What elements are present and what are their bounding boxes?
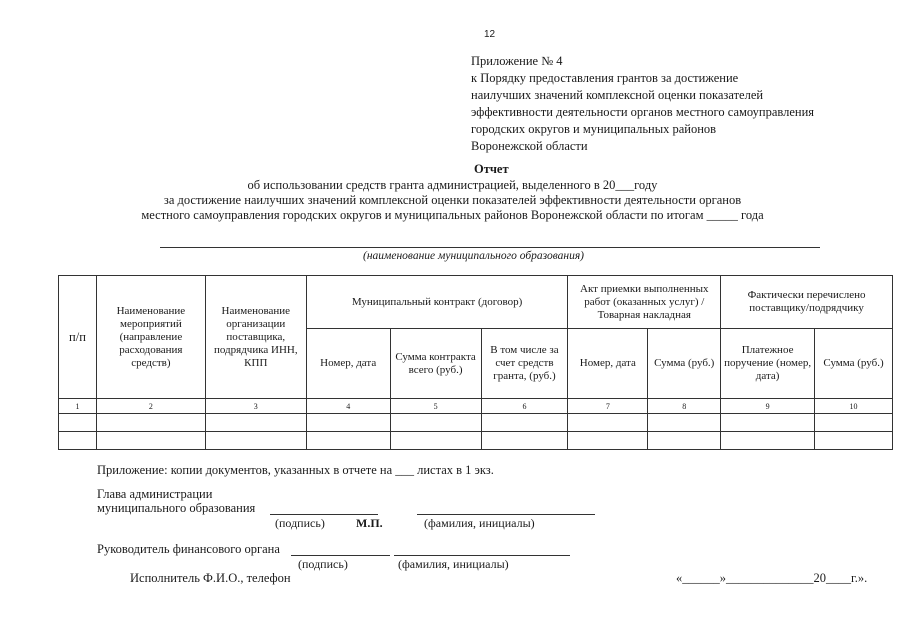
signature-caption: (подпись) <box>275 516 325 530</box>
table-cell[interactable] <box>815 414 893 432</box>
table-cell[interactable] <box>390 432 481 450</box>
table-cell[interactable] <box>205 432 306 450</box>
header-paid-sum: Сумма (руб.) <box>815 329 893 399</box>
appendix-block <box>471 53 814 155</box>
appendix-line: Приложение № 4 <box>471 54 563 68</box>
column-number: 9 <box>721 399 815 414</box>
table-cell[interactable] <box>815 432 893 450</box>
finance-head-label: Руководитель финансового органа <box>97 542 280 556</box>
table-cell[interactable] <box>96 432 205 450</box>
header-contract-number: Номер, дата <box>306 329 390 399</box>
table-cell[interactable] <box>481 432 568 450</box>
header-payment-order: Платежное поручение (номер, дата) <box>721 329 815 399</box>
column-number: 5 <box>390 399 481 414</box>
header-act: Акт приемки выполненных работ (оказанных услуг) / Товарная накладная <box>568 276 721 329</box>
table-cell[interactable] <box>481 414 568 432</box>
date-line: «______»______________20____г.». <box>676 571 868 585</box>
header-contract-sum: Сумма контракта всего (руб.) <box>390 329 481 399</box>
table-row <box>59 432 893 450</box>
column-number: 4 <box>306 399 390 414</box>
header-act-sum: Сумма (руб.) <box>648 329 721 399</box>
report-subtitle-line-2: за достижение наилучших значений комплексной оценки показателей эффективности деятельности органов <box>163 193 742 207</box>
head-signature-line[interactable] <box>270 514 378 515</box>
appendix-line: городских округов и муниципальных районов <box>471 122 717 136</box>
municipality-name-line[interactable] <box>160 247 820 248</box>
table-cell[interactable] <box>390 414 481 432</box>
signature-caption-2: (подпись) <box>298 557 348 571</box>
header-contract: Муниципальный контракт (договор) <box>306 276 568 329</box>
header-num: п/п <box>59 276 97 399</box>
attachment-note: Приложение: копии документов, указанных в отчете на ___ листах в 1 экз. <box>97 463 494 477</box>
report-subtitle-line-1: об использовании средств гранта администрацией, выделенного в 20___году <box>247 178 658 192</box>
name-caption-2: (фамилия, инициалы) <box>398 557 509 571</box>
table-cell[interactable] <box>306 414 390 432</box>
table-cell[interactable] <box>306 432 390 450</box>
appendix-line: к Порядку предоставления грантов за достижение <box>471 71 739 85</box>
table-row <box>59 414 893 432</box>
header-paid: Фактически перечислено поставщику/подрядчику <box>721 276 893 329</box>
header-events: Наименование мероприятий (направление расходования средств) <box>96 276 205 399</box>
table-cell[interactable] <box>205 414 306 432</box>
column-number: 8 <box>648 399 721 414</box>
header-supplier: Наименование организации поставщика, подрядчика ИНН, КПП <box>205 276 306 399</box>
municipality-caption: (наименование муниципального образования) <box>363 250 585 262</box>
name-caption: (фамилия, инициалы) <box>424 516 535 530</box>
table-cell[interactable] <box>59 414 97 432</box>
column-number: 6 <box>481 399 568 414</box>
head-label-line-2: муниципального образования <box>97 501 256 515</box>
report-title: Отчет <box>474 162 509 176</box>
table-cell[interactable] <box>648 432 721 450</box>
finance-signature-line[interactable] <box>291 555 390 556</box>
table-cell[interactable] <box>568 432 648 450</box>
table-cell[interactable] <box>648 414 721 432</box>
finance-name-line[interactable] <box>394 555 570 556</box>
appendix-line: Воронежской области <box>471 139 588 153</box>
head-label-line-1: Глава администрации <box>97 487 213 501</box>
head-name-line[interactable] <box>417 514 595 515</box>
column-number: 3 <box>205 399 306 414</box>
appendix-line: эффективности деятельности органов местного самоуправления <box>471 105 815 119</box>
report-table <box>58 275 893 450</box>
page-number: 12 <box>484 29 496 40</box>
table-cell[interactable] <box>568 414 648 432</box>
stamp-label: М.П. <box>356 516 383 530</box>
column-number: 10 <box>815 399 893 414</box>
header-act-number: Номер, дата <box>568 329 648 399</box>
appendix-line: наилучших значений комплексной оценки показателей <box>471 88 764 102</box>
column-number: 2 <box>96 399 205 414</box>
table-cell[interactable] <box>721 432 815 450</box>
column-number-row <box>59 399 893 414</box>
column-number: 1 <box>59 399 97 414</box>
header-contract-grant-sum: В том числе за счет средств гранта, (руб.) <box>481 329 568 399</box>
report-subtitle-line-3: местного самоуправления городских округов и муниципальных районов Воронежской области по итогам _____ года <box>141 208 764 222</box>
executor-label: Исполнитель Ф.И.О., телефон <box>130 571 291 585</box>
column-number: 7 <box>568 399 648 414</box>
table-cell[interactable] <box>59 432 97 450</box>
table-cell[interactable] <box>721 414 815 432</box>
table-cell[interactable] <box>96 414 205 432</box>
